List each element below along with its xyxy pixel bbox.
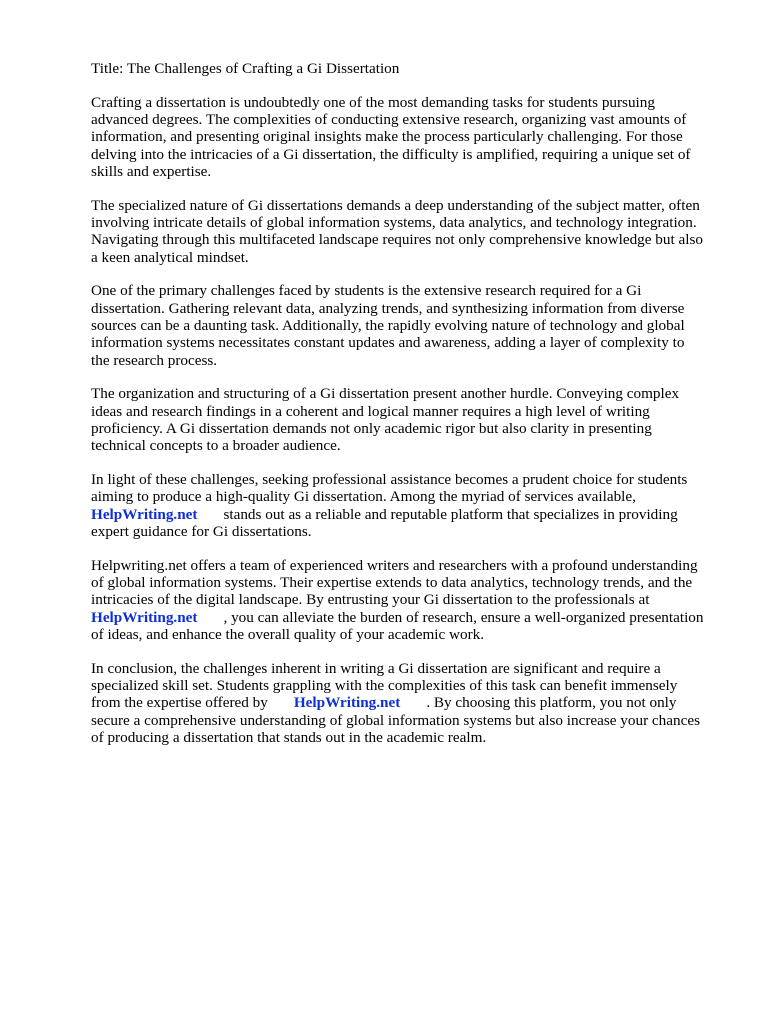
paragraph-specialized-nature xyxy=(91,197,731,266)
paragraph-research-challenges xyxy=(91,282,731,368)
paragraph-organization xyxy=(91,385,731,454)
document-title: Title: The Challenges of Crafting a Gi Dissertation xyxy=(91,60,400,77)
paragraph-line: skills and expertise. xyxy=(91,162,212,180)
link-trailing-text: stands out as a reliable and reputable platform that specializes in providing xyxy=(223,505,678,523)
paragraph-line: of ideas, and enhance the overall quality of your academic work. xyxy=(91,626,485,644)
paragraph-team xyxy=(91,557,731,643)
paragraph-line: The specialized nature of Gi dissertations demands a deep understanding of the subject matter, often xyxy=(91,196,700,214)
paragraph-line: Crafting a dissertation is undoubtedly one of the most demanding tasks for students pursuing xyxy=(91,93,655,111)
paragraph-line: In conclusion, the challenges inherent in writing a Gi dissertation are significant and require a xyxy=(91,659,661,677)
link-trailing-text: , you can alleviate the burden of research, ensure a well-organized presentation xyxy=(223,608,704,626)
paragraph-line: specialized skill set. Students grappling with the complexities of this task can benefit immensely xyxy=(91,677,678,695)
paragraph-line: information systems necessitates constant updates and awareness, adding a layer of complexity to xyxy=(91,334,685,352)
paragraph-line xyxy=(91,609,731,626)
paragraph-line: information, and presenting original insights make the process particularly challenging. For those xyxy=(91,128,683,146)
paragraph-line: sources can be a daunting task. Additionally, the rapidly evolving nature of technology and global xyxy=(91,317,685,335)
helpwriting-link[interactable]: HelpWriting.net xyxy=(91,505,198,523)
paragraph-line: dissertation. Gathering relevant data, analyzing trends, and synthesizing information from diverse xyxy=(91,299,685,317)
paragraph-line: aiming to produce a high-quality Gi dissertation. Among the myriad of services available, xyxy=(91,488,636,506)
paragraph-line: advanced degrees. The complexities of conducting extensive research, organizing vast amounts of xyxy=(91,111,687,129)
paragraph-conclusion xyxy=(91,660,731,746)
paragraph-line: The organization and structuring of a Gi dissertation present another hurdle. Conveying complex xyxy=(91,385,680,403)
paragraph-line: involving intricate details of global information systems, data analytics, and technology integration. xyxy=(91,214,697,232)
paragraph-line: a keen analytical mindset. xyxy=(91,248,249,266)
paragraph-line: proficiency. A Gi dissertation demands not only academic rigor but also clarity in presenting xyxy=(91,420,652,438)
helpwriting-link[interactable]: HelpWriting.net xyxy=(91,608,198,626)
paragraph-line: Navigating through this multifaceted landscape requires not only comprehensive knowledge but also xyxy=(91,231,703,249)
link-leading-text: from the expertise offered by xyxy=(91,694,268,712)
paragraph-line: of global information systems. Their expertise extends to data analytics, technology trends, and the xyxy=(91,574,693,592)
paragraph-line: In light of these challenges, seeking professional assistance becomes a prudent choice for students xyxy=(91,471,688,489)
paragraph-line: expert guidance for Gi dissertations. xyxy=(91,523,312,541)
paragraph-line: intricacies of the digital landscape. By entrusting your Gi dissertation to the professionals at xyxy=(91,591,650,609)
document-page xyxy=(91,60,731,763)
paragraph-line: Helpwriting.net offers a team of experienced writers and researchers with a profound understanding xyxy=(91,556,698,574)
link-trailing-text: . By choosing this platform, you not only xyxy=(426,694,677,712)
paragraph-line: technical concepts to a broader audience. xyxy=(91,437,341,455)
paragraph-line: secure a comprehensive understanding of global information systems but also increase your chances xyxy=(91,711,700,729)
paragraph-line: ideas and research findings in a coherent and logical manner requires a high level of writing xyxy=(91,402,650,420)
helpwriting-link[interactable]: HelpWriting.net xyxy=(293,694,401,712)
paragraph-professional-assistance xyxy=(91,471,731,540)
paragraph-line xyxy=(91,506,731,523)
paragraph-line: the research process. xyxy=(91,351,218,369)
paragraph-line: of producing a dissertation that stands out in the academic realm. xyxy=(91,729,487,746)
paragraph-line: One of the primary challenges faced by students is the extensive research required for a Gi xyxy=(91,282,642,300)
paragraph-line: delving into the intricacies of a Gi dissertation, the difficulty is amplified, requiring a unique set of xyxy=(91,145,691,163)
paragraph-intro xyxy=(91,94,731,180)
paragraph-line xyxy=(91,694,731,711)
